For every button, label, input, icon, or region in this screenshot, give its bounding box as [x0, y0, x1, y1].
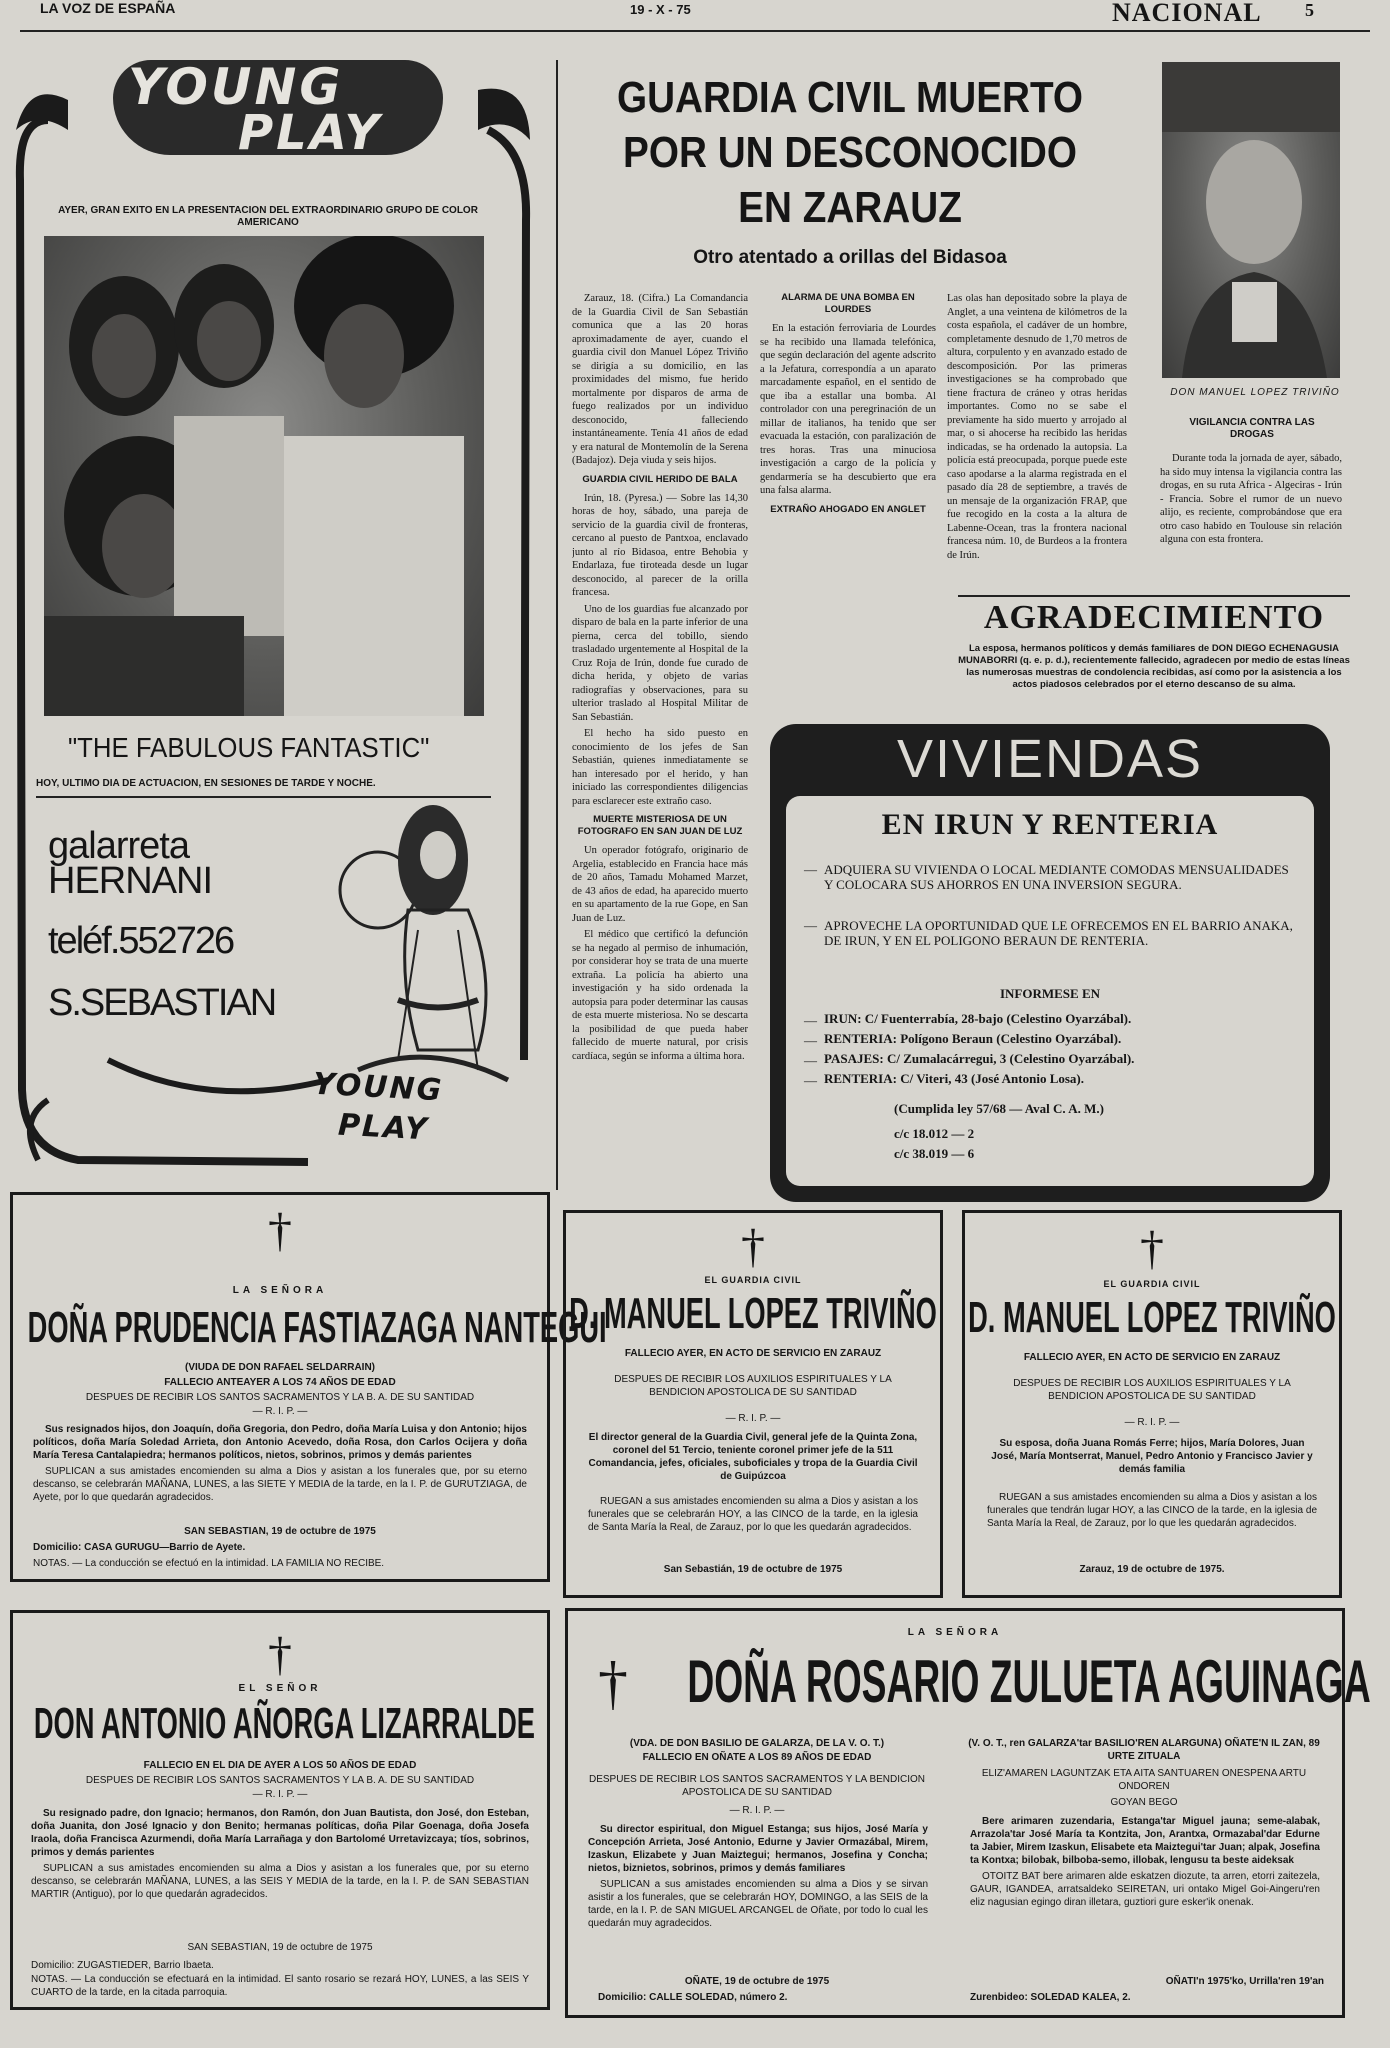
obituary-title: EL SEÑOR: [238, 1683, 322, 1694]
masthead-date: 19 - X - 75: [630, 2, 691, 17]
bullet-dash: —: [804, 918, 817, 933]
obituary-date: Zarauz, 19 de octubre de 1975.: [1079, 1564, 1225, 1575]
obituary-request-block: [987, 1491, 1317, 1533]
obituary-family: Su resignado padre, don Ignacio; hermanos, don Ramón, don Juan Bautista, don José, don Esteban, doña Juanita, don José Ignacio y don Benito; hermanas políticas, doña Pilar Goenaga, doña Josefa Iraola, doña Francisca Azurmendi, doña María Larrañaga y don Bartolomé Urretavizcaya; tíos, sobrinos, primos y demás parientes: [31, 1808, 529, 1858]
obituary-prudencia: [10, 1192, 607, 1582]
obituary-sacraments: DESPUES DE RECIBIR LOS SANTOS SACRAMENTOS Y LA B. A. DE SU SANTIDAD: [85, 1775, 475, 1786]
agradecimiento-notice: [958, 595, 1350, 705]
obituary-basque-sub: ELIZ'AMAREN LAGUNTZAK ETA AITA SANTUAREN ONESPENA ARTU ONDOREN: [981, 1768, 1307, 1792]
bullet-text: APROVECHE LA OPORTUNIDAD QUE LE OFRECEMOS EN EL BARRIO ANAKA, DE IRUN, Y EN EL POLIGONO BERAUN DE RENTERIA.: [824, 918, 1293, 948]
obituary-note: NOTAS. — La conducción se efectuará en la intimidad. El santo rosario se rezará HOY, LUNES, a las SEIS Y CUARTO de la tarde, en la citada parroquia.: [31, 1974, 529, 1998]
obituary-request: RUEGAN a sus amistades encomienden su alma a Dios y asistan a los funerales que tendrán lugar HOY, a las CINCO de la tarde, en la iglesia de Santa María la Real, de Zarauz, por lo que les quedarán agradecidos.: [987, 1492, 1317, 1529]
agradecimiento-title: AGRADECIMIENTO: [983, 599, 1325, 636]
article-paragraph: Un operador fotógrafo, originario de Argelia, establecido en Francia hace más de 20 años, Tamadu Mohamed Marzet, de 43 años de edad, ha aparecido muerto en su apartamento de la rue Gope, en San Juan de Luz.: [572, 845, 748, 924]
obituary-body: El director general de la Guardia Civil, general jefe de la Quinta Zona, coronel del 51 Tercio, teniente coronel primer jefe de la 511 Comandancia, jefes, oficiales, suboficiales y tropa de la Guardia Civil de Guipúzcoa: [588, 1432, 918, 1482]
cross-icon: †: [1140, 1222, 1164, 1275]
ad-announcement: AYER, GRAN EXITO EN LA PRESENTACION DEL EXTRAORDINARIO GRUPO DE COLOR AMERICANO: [58, 205, 478, 228]
article-headline-line2: POR UN DESCONOCIDO: [623, 128, 1077, 177]
obituary-lopez-family: [962, 1210, 1342, 1598]
viviendas-panel: [786, 796, 1314, 1186]
obituary-request: SUPLICAN a sus amistades encomienden su alma a Dios y se sirvan asistir a los funerales, que se celebrarán HOY, DOMINGO, a las SEIS de la tarde, en la I. P. de SAN MIGUEL ARCANGEL de Oñate, por todo lo cual les quedarán muy agradecidos.: [588, 1879, 928, 1929]
cross-icon: †: [268, 1628, 292, 1681]
viviendas-address-dashes: — — — —: [804, 1013, 817, 1088]
article-paragraph: En la estación ferroviaria de Lourdes se ha recibido una llamada telefónica, que según declaración del agente adscrito a la Jefatura, correspondía a un aparato marcadamente español, en el sentido de que iba a estallar una bomba. Al controlador con una peregrinación de un millar de italianos, ha tenido que ser evacuada la estación, con paralización de tres horas. Tras una minuciosa investigación a cargo de la policía y gendarmería se ha descubierto que era una falsa alarma.: [760, 323, 936, 496]
obituary-rip: — R. I. P. —: [252, 1406, 308, 1417]
obituary-request: SUPLICAN a sus amistades encomienden su alma a Dios y asistan a los funerales que, por su eterno descanso, se celebrarán MAÑANA, LUNES, a las SEIS Y MEDIA de la tarde, en la I. P. de SAN SEBASTIAN MARTIR (Antiguo), por lo que quedarán agradecidos.: [31, 1863, 529, 1900]
obituary-basque-family: Bere arimaren zuzendaria, Estanga'tar Miguel jauna; seme-alabak, Arrazola'tar José María ta Kontzita, Jon, Arantxa, Ormazabal'dar Edurne ta Jabier, Mirem Izaskun, Elisabete eta Maiztegui'tar Juan; alpak, Josefina ta Kontxa; bilobak, bilboba-semo, illobak, lengusu ta beste aideksak: [970, 1816, 1320, 1866]
obituary-name: DOÑA ROSARIO ZULUETA AGUINAGA: [687, 1648, 1371, 1715]
viviendas-address-1: IRUN: C/ Fuenterrabía, 28-bajo (Celestino Oyarzábal).: [824, 1011, 1132, 1026]
article-paragraph: Las olas han depositado sobre la playa de Anglet, a una veintena de kilómetros de la costa española, el cadáver de un hombre, completamente desnudo de 1,70 metros de altura, corpulento y en avanzado estado de descomposición. Por las primeras investigaciones se ha comprobado que tiene fractura de cráneo y otras heridas importantes. Como no se sabe el previamente ha sido muerto y arrojado al mar, o si ahocerse ha recibido las heridas indicadas, se ha ordenado la autopsia. La policía está preocupada, porque puede este caso apodarse a la alarma registrada en el pasado día 28 de septiembre, a través de un mensaje de la organización FRAP, que fue recogido en la costa a la altura de Labenne-Ocean, tras la frontera nacional francesa núm. 10, de Burdeos a la frontera de Irún.: [947, 293, 1127, 561]
viviendas-address-3: PASAJES: C/ Zumalacárregui, 3 (Celestino Oyarzábal).: [824, 1051, 1135, 1066]
cross-icon: †: [268, 1204, 292, 1257]
obituary-basque-rip: GOYAN BEGO: [1110, 1797, 1178, 1808]
article-subheading: ALARMA DE UNA BOMBA EN LOURDES: [781, 292, 915, 315]
obituary-name: DOÑA PRUDENCIA FASTIAZAGA NANTEGUI: [27, 1303, 607, 1352]
masthead: [0, 0, 1390, 28]
viviendas-bullet-1: [804, 862, 1294, 892]
obituary-title: LA SEÑORA: [232, 1285, 328, 1296]
obituary-home: Domicilio: ZUGASTIEDER, Barrio Ibaeta.: [31, 1960, 214, 1971]
obituary-family: Sus resignados hijos, don Joaquín, doña Gregoria, don Pedro, doña María Luisa y don Antonio; hijos políticos, doña María Soledad Arrieta, don Antonio Acevedo, doña Rosa, don Carlos Ocijera y doña María Teresa Cantalapiedra; hermanos políticos, nietos, sobrinos, primos y demás parientes: [33, 1424, 527, 1461]
obituary-body: [588, 1823, 928, 1933]
viviendas-subtitle: EN IRUN Y RENTERIA: [881, 808, 1219, 841]
drugs-headline: VIGILANCIA CONTRA LAS DROGAS: [1189, 417, 1315, 440]
obituary-body: Su esposa, doña Juana Romás Ferre; hijos, María Dolores, Juan José, María Montserrat, Manuel, Pedro Antonio y Francisco Javier y demás familia: [991, 1438, 1313, 1475]
masthead-newspaper: LA VOZ DE ESPAÑA: [40, 0, 176, 16]
obituary-basque-head: (V. O. T., ren GALARZA'tar BASILIO'REN ALARGUNA) OÑATE'N IL ZAN, 89 URTE ZITUALA: [968, 1738, 1320, 1762]
article-headline-line3: EN ZARAUZ: [738, 183, 962, 232]
ad-rule: [36, 796, 491, 798]
obituary-widow: (VIUDA DE DON RAFAEL SELDARRAIN): [184, 1362, 375, 1373]
masthead-page-number: 5: [1305, 0, 1314, 20]
obituary-request-block: [588, 1495, 918, 1537]
portrait-caption: DON MANUEL LOPEZ TRIVIÑO: [1170, 387, 1340, 398]
masthead-rule: [20, 30, 1370, 32]
obituary-request: RUEGAN a sus amistades encomienden su alma a Dios y asistan a los funerales que se celebrarán HOY, a las CINCO de la tarde, en la iglesia de Santa María la Real, de Zarauz, por lo que les quedarán agradecidos.: [588, 1496, 918, 1533]
obituary-died: FALLECIO ANTEAYER A LOS 74 AÑOS DE EDAD: [164, 1377, 396, 1388]
obituary-rip: — R. I. P. —: [252, 1789, 308, 1800]
obituary-date: SAN SEBASTIAN, 19 de octubre de 1975: [187, 1942, 373, 1953]
logo-top-word2: PLAY: [238, 105, 383, 161]
article-paragraph: Durante toda la jornada de ayer, sábado, ha sido muy intensa la vigilancia contra las drogas, en su ruta Africa - Algeciras - Irún - Francia. Sobre el rumor de un nuevo alijo, es reciente, comprobándose que era otro caso habido en Toulouse sin relación alguna con esta frontera.: [1160, 453, 1342, 545]
obituary-title: EL GUARDIA CIVIL: [1103, 1279, 1201, 1289]
band-name: "THE FABULOUS FANTASTIC": [68, 732, 430, 763]
logo-bottom-word2: PLAY: [337, 1107, 430, 1148]
obituary-basque-date: OÑATI'n 1975'ko, Urrilla'ren 19'an: [1165, 1976, 1324, 1987]
article-paragraph: Uno de los guardias fue alcanzado por disparo de bala en la parte inferior de una pierna, cerca del tobillo, siendo trasladado urgentemente al Hospital de la Cruz Roja de Irún, donde fue curado de dicha herida, y objeto de varias radiografías y observaciones, para su ulterior traslado al Hospital Militar de San Sebastián.: [572, 603, 748, 723]
obituary-request: SUPLICAN a sus amistades encomienden su alma a Dios y asistan a los funerales que, por su eterno descanso, se celebrarán MAÑANA, LUNES, a las SIETE Y MEDIA de la tarde, en la I. P. de GURUTZIAGA, de Ayete, por lo que quedarán agradecidos.: [33, 1466, 527, 1503]
obituary-date: San Sebastián, 19 de octubre de 1975: [663, 1564, 843, 1575]
obituary-sacraments: DESPUES DE RECIBIR LOS SANTOS SACRAMENTOS Y LA BENDICION APOSTOLICA DE SU SANTIDAD: [588, 1774, 926, 1798]
venue-phone: teléf.552726: [48, 920, 234, 962]
agradecimiento-text: La esposa, hermanos políticos y demás familiares de DON DIEGO ECHENAGUSIA MUNABORRI (q. e. p. d.), recientemente fallecido, agradecen por medio de estas líneas las numerosas muestras de condolencia recibidas, así como por la asistencia a los actos piadosos celebrados por el eterno descanso de su alma.: [958, 643, 1350, 690]
obituary-body: [33, 1423, 527, 1507]
viviendas-law: (Cumplida ley 57/68 — Aval C. A. M.): [894, 1101, 1104, 1116]
article-subheading: MUERTE MISTERIOSA DE UN FOTOGRAFO EN SAN JUAN DE LUZ: [577, 814, 743, 837]
viviendas-info-head: INFORMESE EN: [999, 986, 1101, 1001]
ad-today: HOY, ULTIMO DIA DE ACTUACION, EN SESIONES DE TARDE Y NOCHE.: [36, 778, 376, 789]
obituary-rip: — R. I. P. —: [1124, 1417, 1180, 1428]
article-subhead: Otro atentado a orillas del Bidasoa: [693, 247, 1007, 268]
article-paragraph: El médico que certificó la defunción se ha negado al permiso de inhumación, por considerar hoy se trata de una muerte extraña. La policía ha abierto una investigación y ha sido ordenada la autopsia para poder determinar las causas de esta muerte misteriosa. No se descarta la posibilidad de que pueda haber fallecido de muerte natural, por crisis cardíaca, según se informa a última hora.: [572, 929, 748, 1062]
obituary-lopez-guardia-civil: [563, 1210, 943, 1598]
article-paragraph: El hecho ha sido puesto en conocimiento de los jefes de San Sebastián, quienes inmediatamente se han interesado por el herido, y han iniciado las correspondientes diligencias para esclarecer este extraño caso.: [572, 728, 748, 807]
young-play-ad: [8, 60, 534, 1175]
cross-icon: †: [598, 1650, 628, 1716]
venue-line1: galarreta: [48, 825, 189, 867]
obituary-sacraments: DESPUES DE RECIBIR LOS SANTOS SACRAMENTOS Y LA B. A. DE SU SANTIDAD: [85, 1392, 475, 1403]
obituary-died: FALLECIO AYER, EN ACTO DE SERVICIO EN ZARAUZ: [1023, 1352, 1281, 1363]
viviendas-address-2: RENTERIA: Polígono Beraun (Celestino Oyarzábal).: [824, 1031, 1122, 1046]
cross-icon: †: [741, 1220, 765, 1273]
portrait-photo: [1162, 62, 1340, 378]
obituary-basque-request: OTOITZ BAT bere arimaren alde eskatzen diozute, ta arren, etorri zaitezela, GAUR, IGANDEA, arratsaldeko SEIRETAN, uri ontako Migel Goi-Aingeru'ren eliz nagusian egingo diran illetara, guztiori gure esker'ik onenak.: [970, 1871, 1320, 1908]
drugs-article-text: [1160, 452, 1342, 587]
obituary-name: D. MANUEL LOPEZ TRIVIÑO: [569, 1289, 937, 1338]
obituary-zulueta: [565, 1608, 1371, 2018]
obituary-died: FALLECIO EN EL DIA DE AYER A LOS 50 AÑOS DE EDAD: [143, 1760, 417, 1771]
article-column-2b: [947, 292, 1127, 592]
obituary-widow: (VDA. DE DON BASILIO DE GALARZA, DE LA V. O. T.): [629, 1738, 885, 1749]
viviendas-title: VIVIENDAS: [896, 729, 1204, 789]
agradecimiento-rule: [958, 595, 1350, 597]
obituary-sacraments: DESPUES DE RECIBIR LOS AUXILIOS ESPIRITUALES Y LA BENDICION APOSTOLICA DE SU SANTIDAD: [1013, 1378, 1291, 1402]
band-photo: [44, 236, 484, 716]
viviendas-address-4: RENTERIA: C/ Viteri, 43 (José Antonio Losa).: [824, 1071, 1085, 1086]
bullet-dash: —: [804, 862, 817, 877]
obituary-basque-body: [970, 1815, 1320, 1912]
obituary-note: NOTAS. — La conducción se efectuó en la intimidad. LA FAMILIA NO RECIBE.: [33, 1558, 385, 1569]
obituary-died: FALLECIO AYER, EN ACTO DE SERVICIO EN ZARAUZ: [624, 1348, 882, 1359]
viviendas-bullet-2: [804, 918, 1294, 948]
article-subheading: GUARDIA CIVIL HERIDO DE BALA: [582, 473, 738, 485]
article-column-2: [760, 292, 936, 712]
obituary-rip: — R. I. P. —: [729, 1805, 785, 1816]
masthead-section: NACIONAL: [1112, 0, 1262, 27]
venue-city: S.SEBASTIAN: [48, 982, 276, 1024]
obituary-title: LA SEÑORA: [907, 1627, 1003, 1638]
obituary-anorga: [10, 1610, 550, 2010]
obituary-home: Domicilio: CALLE SOLEDAD, número 2.: [598, 1992, 788, 2003]
article-column-1: [572, 292, 748, 1198]
bullet-text: ADQUIERA SU VIVIENDA O LOCAL MEDIANTE COMODAS MENSUALIDADES Y COLOCARA SUS AHORROS EN UNA INVERSION SEGURA.: [824, 862, 1289, 892]
obituary-date: SAN SEBASTIAN, 19 de octubre de 1975: [184, 1526, 376, 1537]
obituary-name: DON ANTONIO AÑORGA LIZARRALDE: [33, 1699, 535, 1748]
woman-illustration: [338, 800, 518, 1100]
venue-line2: HERNANI: [48, 860, 213, 902]
obituary-title: EL GUARDIA CIVIL: [704, 1275, 802, 1285]
obituary-basque-home: Zurenbideo: SOLEDAD KALEA, 2.: [970, 1992, 1131, 2003]
logo-top-word1: YOUNG: [128, 58, 344, 116]
obituary-home: Domicilio: CASA GURUGU—Barrio de Ayete.: [33, 1542, 246, 1553]
vertical-divider: [556, 60, 558, 1190]
article-headline-block: [560, 70, 1140, 269]
viviendas-account-1: c/c 18.012 — 2: [894, 1126, 975, 1141]
obituary-sacraments: DESPUES DE RECIBIR LOS AUXILIOS ESPIRITUALES Y LA BENDICION APOSTOLICA DE SU SANTIDAD: [614, 1374, 892, 1398]
obituary-family: Su director espiritual, don Miguel Estanga; sus hijos, José María y Concepción Arrieta, José Antonio, Edurne y Javier Ormazábal, Mirem, Izaskun, Elizabete y Juan Maiztegui; hermanos, Josefina y Concha; nietos, biznietos, sobrinos, primos y demás familiares: [588, 1824, 928, 1874]
viviendas-ad: [770, 724, 1330, 1202]
article-subheading: EXTRAÑO AHOGADO EN ANGLET: [770, 503, 926, 515]
article-paragraph: Irún, 18. (Pyresa.) — Sobre las 14,30 horas de hoy, sábado, una pareja de servicio de la guardia civil de fronteras, cercano al puesto de Pantxoa, enclavado junto al río Bidasoa, entre Behobia y Endarlaza, fue tiroteada desde un lugar desconocido, al parecer de la orilla francesa.: [572, 492, 748, 598]
obituary-died: FALLECIO EN OÑATE A LOS 89 AÑOS DE EDAD: [642, 1752, 872, 1763]
logo-bottom-word1: YOUNG: [312, 1066, 445, 1109]
obituary-body: [31, 1807, 529, 1904]
article-headline-line1: GUARDIA CIVIL MUERTO: [616, 73, 1084, 122]
obituary-rip: — R. I. P. —: [725, 1413, 781, 1424]
obituary-date: OÑATE, 19 de octubre de 1975: [684, 1976, 830, 1987]
obituary-name: D. MANUEL LOPEZ TRIVIÑO: [968, 1293, 1336, 1342]
article-paragraph: Zarauz, 18. (Cifra.) La Comandancia de la Guardia Civil de San Sebastián comunica que a las 20 horas aproximadamente de ayer, cuando el guardia civil don Manuel López Triviño se dirigía a su domicilio, en las proximidades del mismo, fue herido mortalmente por disparos de arma de fuego realizados por un individuo desconocido, falleciendo instantáneamente. Tenía 41 años de edad y era natural de Montemolín de la Serena (Badajoz). Deja viuda y seis hijos.: [572, 293, 748, 466]
viviendas-account-2: c/c 38.019 — 6: [894, 1146, 975, 1161]
